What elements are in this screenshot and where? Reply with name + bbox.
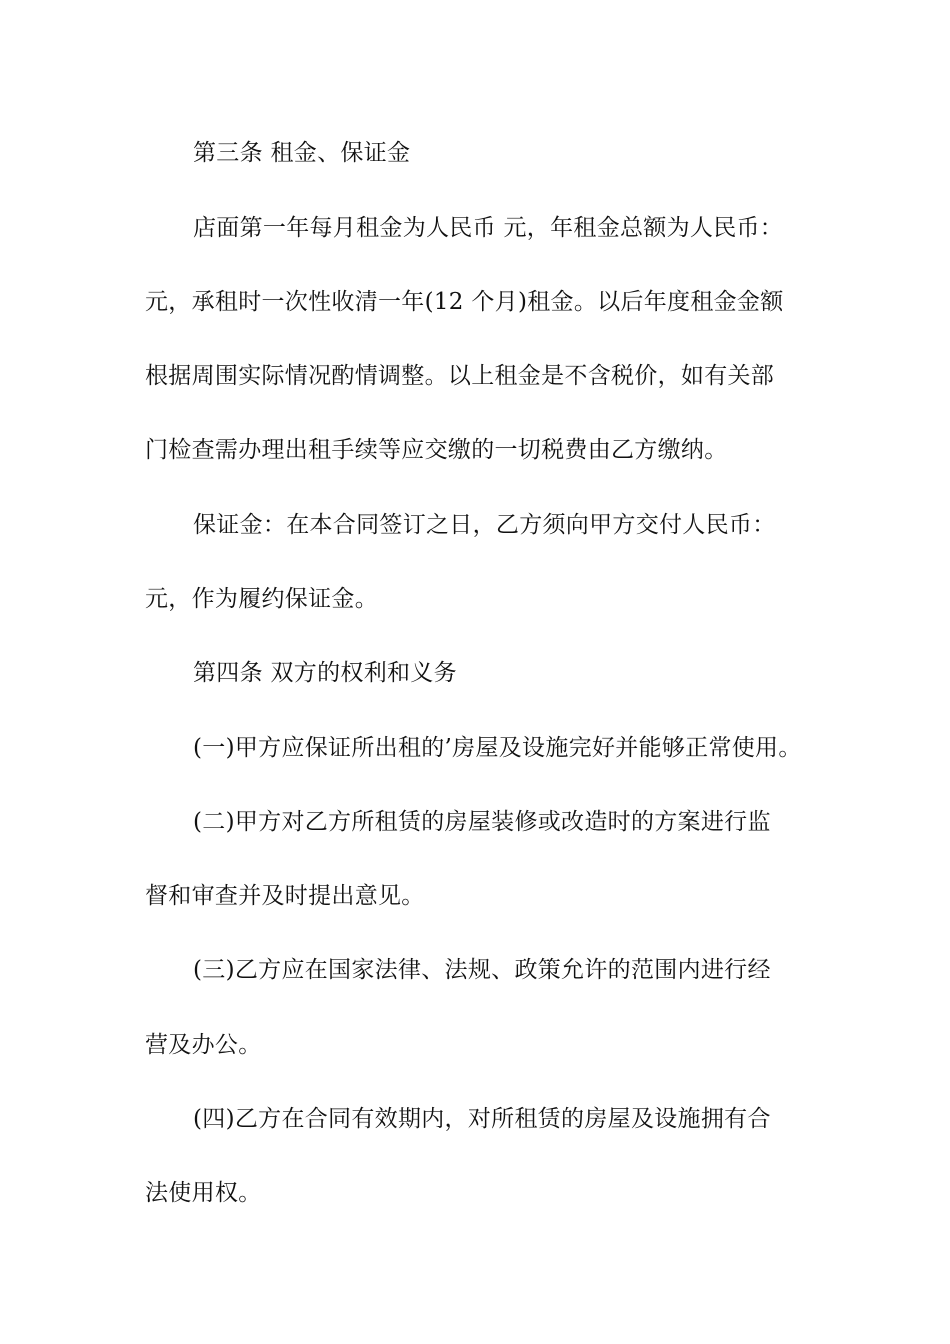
clause-4-line-2: 法使用权。 [145,1180,262,1206]
article-4-heading: 第四条 双方的权利和义务 [193,660,457,686]
clause-1-line-1: (一)甲方应保证所出租的’房屋及设施完好并能够正常使用。 [193,735,802,761]
rent-paragraph-line-1: 店面第一年每月租金为人民币 元，年租金总额为人民币： [193,215,784,241]
rent-paragraph-line-4: 门检查需办理出租手续等应交缴的一切税费由乙方缴纳。 [145,437,728,463]
clause-2-line-2: 督和审查并及时提出意见。 [145,883,425,909]
clause-3-line-1: (三)乙方应在国家法律、法规、政策允许的范围内进行经 [193,957,771,983]
article-3-heading: 第三条 租金、保证金 [193,140,411,166]
deposit-paragraph-line-2: 元，作为履约保证金。 [145,586,378,612]
clause-2-line-1: (二)甲方对乙方所租赁的房屋装修或改造时的方案进行监 [193,809,771,835]
rent-paragraph-line-2: 元，承租时一次性收清一年(12 个月)租金。以后年度租金金额 [145,289,784,315]
clause-4-line-1: (四)乙方在合同有效期内，对所租赁的房屋及设施拥有合 [193,1106,771,1132]
deposit-paragraph-line-1: 保证金：在本合同签订之日，乙方须向甲方交付人民币： [193,512,776,538]
clause-3-line-2: 营及办公。 [145,1032,262,1058]
rent-paragraph-line-3: 根据周围实际情况酌情调整。以上租金是不含税价，如有关部 [145,363,775,389]
